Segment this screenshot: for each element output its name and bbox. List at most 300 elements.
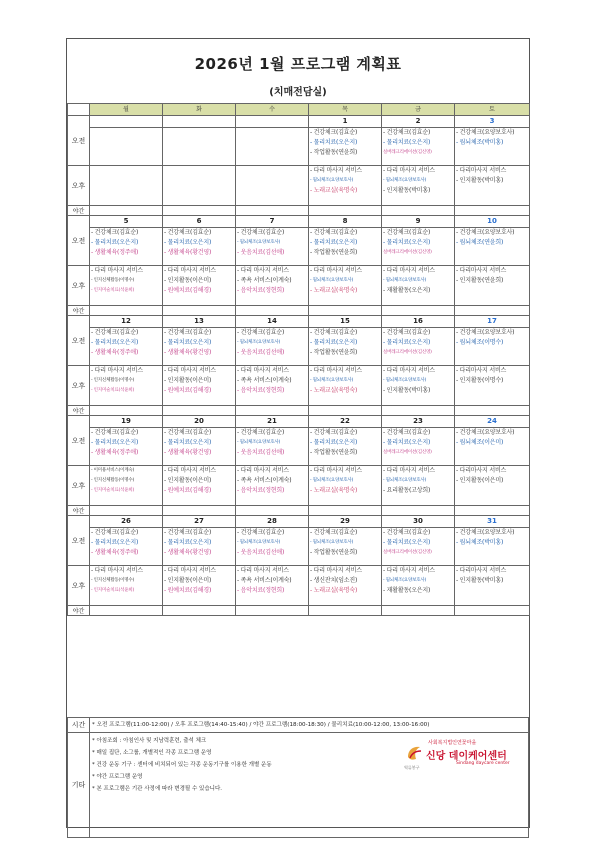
program-cell xyxy=(236,466,309,506)
day-header-4: 금 xyxy=(382,104,455,116)
program-slot xyxy=(309,428,381,465)
program-item: - 건강체크(김효순) xyxy=(164,329,212,336)
program-slot xyxy=(455,366,529,405)
program-item: - 웜뇌체조(요양보호사) xyxy=(310,278,354,283)
calendar-table xyxy=(67,103,530,616)
program-cell xyxy=(90,366,163,406)
date-cell: 8 xyxy=(309,216,382,228)
slot-row-pm xyxy=(68,566,530,606)
program-item: - 다리 마사지 서비스 xyxy=(237,567,289,574)
date-row xyxy=(68,516,530,528)
program-item: 실버레크리에이션(김신영) xyxy=(383,350,432,355)
program-cell xyxy=(309,128,382,166)
program-item: - 물리치료(오은지) xyxy=(383,339,431,346)
program-item: - 다리 마사지 서비스 xyxy=(237,467,289,474)
slot-row-am xyxy=(68,228,530,266)
program-item: - 재활활동(오은지) xyxy=(383,287,431,294)
program-slot xyxy=(455,266,529,305)
program-item: - 노래교실(육명숙) xyxy=(310,587,358,594)
slot-label-pm: 오후 xyxy=(68,566,90,606)
program-item: - 생활체육(황건영) xyxy=(164,249,212,256)
program-slot xyxy=(382,428,454,465)
program-item: - 다리 마사지 서비스 xyxy=(383,567,435,574)
etc-label: 기타 xyxy=(68,733,90,838)
slot-label-pm: 오후 xyxy=(68,266,90,306)
program-slot xyxy=(163,128,235,165)
program-item: - 인지활동(이은미) xyxy=(164,277,212,284)
date-cell: 3 xyxy=(455,116,530,128)
program-cell xyxy=(163,228,236,266)
night-cell xyxy=(455,506,530,516)
day-header-3: 목 xyxy=(309,104,382,116)
program-item: - 다리 마사지 서비스 xyxy=(164,267,216,274)
program-slot xyxy=(90,266,162,305)
night-cell xyxy=(90,506,163,516)
program-cell xyxy=(90,128,163,166)
program-item: - 웜뇌체조(요양보호사) xyxy=(383,578,427,583)
program-slot xyxy=(90,528,162,565)
program-item: - 웜뇌체조(요양보호사) xyxy=(237,240,281,245)
night-cell xyxy=(236,206,309,216)
program-slot xyxy=(163,366,235,405)
program-cell xyxy=(309,166,382,206)
program-slot xyxy=(382,328,454,365)
note-item: * 매일 집단, 소그룹, 개별적인 각종 프로그램 운영 xyxy=(92,750,212,756)
program-slot xyxy=(163,266,235,305)
program-slot xyxy=(90,466,162,505)
program-item: - 웜뇌체조(요양보호사) xyxy=(383,378,427,383)
program-cell xyxy=(455,428,530,466)
program-cell xyxy=(382,228,455,266)
program-slot xyxy=(455,166,529,205)
program-cell xyxy=(382,128,455,166)
date-cell: 10 xyxy=(455,216,530,228)
program-item: - 건강체크(요양보호사) xyxy=(456,429,515,436)
program-cell xyxy=(163,566,236,606)
day-header-0: 월 xyxy=(90,104,163,116)
program-cell xyxy=(382,166,455,206)
program-item: - 인지신체활동(이명수) xyxy=(91,278,135,283)
program-item: - 건강체크(김효순) xyxy=(91,529,139,536)
program-item: - 다리 마사지 서비스 xyxy=(237,267,289,274)
program-slot xyxy=(382,228,454,265)
program-item: - 웜뇌체조(박미홍) xyxy=(456,139,504,146)
program-item: - 작업활동(연윤희) xyxy=(310,549,358,556)
program-item: - 건강체크(김효순) xyxy=(91,329,139,336)
program-item: - 생활체육(황건영) xyxy=(164,549,212,556)
slot-row-pm xyxy=(68,266,530,306)
slot-row-night xyxy=(68,306,530,316)
slot-row-am xyxy=(68,428,530,466)
program-item: - 건강체크(요양보호사) xyxy=(456,129,515,136)
program-item: - 건강체크(김효순) xyxy=(237,429,285,436)
program-slot xyxy=(236,428,308,465)
program-slot xyxy=(163,466,235,505)
program-item: - 건강체크(요양보호사) xyxy=(456,329,515,336)
program-item: - 인지신체활동(이명수) xyxy=(91,378,135,383)
program-cell xyxy=(90,328,163,366)
program-cell xyxy=(309,228,382,266)
program-item: - 웜뇌체조(박미홍) xyxy=(456,539,504,546)
night-cell xyxy=(90,206,163,216)
date-cell: 31 xyxy=(455,516,530,528)
date-cell: 14 xyxy=(236,316,309,328)
page-subtitle: (치매전담실) xyxy=(269,87,327,98)
program-item: - 물리치료(오은지) xyxy=(91,339,139,346)
program-slot xyxy=(309,128,381,165)
program-cell xyxy=(163,428,236,466)
program-item: - 요리활동(고상희) xyxy=(383,487,431,494)
program-item: 실버레크리에이션(김신영) xyxy=(383,550,432,555)
program-slot xyxy=(382,466,454,505)
slot-row-night xyxy=(68,506,530,516)
night-cell xyxy=(455,406,530,416)
program-slot xyxy=(236,528,308,565)
program-cell xyxy=(90,166,163,206)
date-cell: 17 xyxy=(455,316,530,328)
program-slot xyxy=(236,166,308,205)
program-item: - 노래교실(육명숙) xyxy=(310,487,358,494)
program-item: - 생활체육(황건영) xyxy=(164,349,212,356)
program-slot xyxy=(90,228,162,265)
date-cell: 16 xyxy=(382,316,455,328)
program-item: - 다리 마사지 서비스 xyxy=(310,367,362,374)
night-cell xyxy=(309,406,382,416)
program-item: - 물리치료(오은지) xyxy=(164,339,212,346)
program-item: - 생활체육(정주애) xyxy=(91,249,139,256)
date-cell: 28 xyxy=(236,516,309,528)
date-cell: 12 xyxy=(90,316,163,328)
program-item: - 다리 마사지 서비스 xyxy=(310,467,362,474)
note-item: * 본 프로그램은 기관 사정에 따라 변경될 수 있습니다. xyxy=(92,786,223,792)
program-item: 실버레크리에이션(김신영) xyxy=(383,450,432,455)
program-item: - 생활체육(황건영) xyxy=(164,449,212,456)
program-item: - 건강체크(김효순) xyxy=(237,529,285,536)
header-corner xyxy=(68,104,90,116)
program-cell xyxy=(382,428,455,466)
program-item: - 다리마사지 서비스 xyxy=(456,367,507,374)
program-cell xyxy=(382,328,455,366)
program-cell xyxy=(90,428,163,466)
program-item: - 노래교실(육명숙) xyxy=(310,387,358,394)
night-cell xyxy=(163,406,236,416)
program-item: - 웜뇌체조(요양보호사) xyxy=(237,340,281,345)
program-item: - 물리치료(오은지) xyxy=(310,239,358,246)
night-cell xyxy=(163,206,236,216)
date-cell: 15 xyxy=(309,316,382,328)
logo-english: Sindang daycare center xyxy=(456,761,510,766)
night-cell xyxy=(90,606,163,616)
program-item: - 웜뇌체조(요양보호사) xyxy=(310,178,354,183)
program-cell xyxy=(455,466,530,506)
program-cell xyxy=(309,428,382,466)
program-item: - 웃음치료(김선애) xyxy=(237,349,285,356)
logo-name: 신당 데이케어센터 xyxy=(426,751,507,762)
slot-row-pm xyxy=(68,466,530,506)
program-item: - 다리 마사지 서비스 xyxy=(310,267,362,274)
program-item: - 물리치료(오은지) xyxy=(164,539,212,546)
program-item: - 인지활동(이명수) xyxy=(456,377,504,384)
program-slot xyxy=(236,466,308,505)
night-cell xyxy=(236,506,309,516)
program-item: - 다리마사지 서비스 xyxy=(456,467,507,474)
program-cell xyxy=(455,128,530,166)
program-item: - 음악치료(정현희) xyxy=(237,387,285,394)
date-cell: 5 xyxy=(90,216,163,228)
day-header-2: 수 xyxy=(236,104,309,116)
night-cell xyxy=(163,506,236,516)
program-item: - 원예치료(김해경) xyxy=(164,387,212,394)
program-slot xyxy=(382,266,454,305)
date-cell: 22 xyxy=(309,416,382,428)
program-item: - 물리치료(오은지) xyxy=(164,239,212,246)
program-slot xyxy=(236,128,308,165)
program-slot xyxy=(309,528,381,565)
date-cell: 20 xyxy=(163,416,236,428)
program-cell xyxy=(455,166,530,206)
program-slot xyxy=(309,266,381,305)
program-item: - 다리 마사지 서비스 xyxy=(383,267,435,274)
program-item: - 작업활동(연윤희) xyxy=(310,149,358,156)
program-cell xyxy=(309,566,382,606)
program-slot xyxy=(163,328,235,365)
date-cell: 21 xyxy=(236,416,309,428)
logo-org: 사회복지법인연꽃마을 xyxy=(428,740,477,746)
program-item: - 건강체크(김효순) xyxy=(237,229,285,236)
program-cell xyxy=(455,266,530,306)
program-cell xyxy=(236,428,309,466)
program-cell xyxy=(309,328,382,366)
date-cell: 30 xyxy=(382,516,455,528)
program-item: - 원예치료(김해경) xyxy=(164,587,212,594)
slot-row-pm xyxy=(68,166,530,206)
program-item: - 웃음치료(김선애) xyxy=(237,249,285,256)
program-item: - 원예치료(김해경) xyxy=(164,487,212,494)
date-cell: 26 xyxy=(90,516,163,528)
program-item: - 인지신체활동(이명수) xyxy=(91,578,135,583)
logo-mark-icon xyxy=(404,743,424,763)
program-slot xyxy=(90,166,162,205)
night-cell xyxy=(236,306,309,316)
program-item: - 물리치료(오은지) xyxy=(383,439,431,446)
program-item: - 건강체크(김효순) xyxy=(310,129,358,136)
date-row xyxy=(68,116,530,128)
date-cell: 9 xyxy=(382,216,455,228)
program-item: - 물리치료(오은지) xyxy=(383,239,431,246)
program-slot xyxy=(236,366,308,405)
program-item: - 물리치료(오은지) xyxy=(91,539,139,546)
program-item: - 다리 마사지 서비스 xyxy=(383,467,435,474)
night-cell xyxy=(236,606,309,616)
logo-location: 역류봉구 xyxy=(404,765,420,770)
program-item: - 인지미술치료(석윤희) xyxy=(91,288,135,293)
notes-cell xyxy=(90,733,529,838)
program-item: - 웜뇌체조(요양보호사) xyxy=(237,440,281,445)
program-item: - 건강체크(김효순) xyxy=(310,529,358,536)
slot-row-night xyxy=(68,406,530,416)
program-item: - 건강체크(김효순) xyxy=(164,529,212,536)
program-slot xyxy=(163,428,235,465)
program-slot xyxy=(382,166,454,205)
program-item: - 건강체크(김효순) xyxy=(383,429,431,436)
program-cell xyxy=(382,528,455,566)
program-slot xyxy=(382,366,454,405)
program-item: - 물리치료(오은지) xyxy=(383,139,431,146)
program-item: - 다리 마사지 서비스 xyxy=(237,367,289,374)
footer-table xyxy=(67,717,529,838)
program-item: - 건강체크(김효순) xyxy=(310,329,358,336)
program-slot xyxy=(163,528,235,565)
night-cell xyxy=(455,206,530,216)
program-cell xyxy=(90,528,163,566)
program-item: - 건강체크(김효순) xyxy=(237,329,285,336)
program-cell xyxy=(163,166,236,206)
program-item: - 웜뇌체조(요양보호사) xyxy=(383,178,427,183)
program-item: - 웃음치료(김선애) xyxy=(237,549,285,556)
slot-label-am: 오전 xyxy=(68,516,90,566)
program-cell xyxy=(455,328,530,366)
program-item: - 건강체크(김효순) xyxy=(91,429,139,436)
program-cell xyxy=(455,366,530,406)
program-cell xyxy=(163,328,236,366)
program-item: - 인지활동(박미홍) xyxy=(456,577,504,584)
date-cell: 2 xyxy=(382,116,455,128)
program-item: - 건강체크(김효순) xyxy=(383,529,431,536)
program-cell xyxy=(163,366,236,406)
program-item: - 웜뇌체조(요양보호사) xyxy=(383,478,427,483)
program-cell xyxy=(90,228,163,266)
night-cell xyxy=(309,606,382,616)
program-item: - 이미용서비스(이계숙) xyxy=(91,468,135,473)
slot-label-night: 야간 xyxy=(68,606,90,616)
time-text: * 오전 프로그램(11:00-12:00) / 오후 프로그램(14:40-15:40) / 야간 프로그램(18:00-18:30) / 물리치료(10:00-12:00, 13:00-16:00) xyxy=(90,718,529,733)
program-slot xyxy=(455,466,529,505)
program-item: - 다리 마사지 서비스 xyxy=(310,167,362,174)
night-cell xyxy=(309,306,382,316)
day-header-5: 토 xyxy=(455,104,530,116)
program-item: - 웜뇌체조(요양보호사) xyxy=(310,378,354,383)
program-cell xyxy=(382,566,455,606)
date-row xyxy=(68,216,530,228)
program-slot xyxy=(455,328,529,365)
program-slot xyxy=(382,566,454,605)
program-cell xyxy=(236,366,309,406)
date-cell xyxy=(90,116,163,128)
slot-label-night: 야간 xyxy=(68,306,90,316)
slot-label-pm: 오후 xyxy=(68,166,90,206)
day-header-row xyxy=(68,104,530,116)
program-item: - 생활체육(정주애) xyxy=(91,449,139,456)
program-item: - 다리 마사지 서비스 xyxy=(91,267,143,274)
night-cell xyxy=(90,406,163,416)
program-item: - 물리치료(오은지) xyxy=(383,539,431,546)
program-slot xyxy=(90,566,162,605)
program-item: - 작업활동(연윤희) xyxy=(310,349,358,356)
program-item: - 인지미술치료(석윤희) xyxy=(91,488,135,493)
program-item: - 건강체크(김효순) xyxy=(383,129,431,136)
program-item: - 웜뇌체조(이은미) xyxy=(456,439,504,446)
night-cell xyxy=(382,306,455,316)
date-cell xyxy=(236,116,309,128)
program-item: - 다리마사지 서비스 xyxy=(456,567,507,574)
program-item: - 다리 마사지 서비스 xyxy=(310,567,362,574)
night-cell xyxy=(236,406,309,416)
program-slot xyxy=(309,566,381,605)
program-item: - 물리치료(오은지) xyxy=(310,439,358,446)
program-slot xyxy=(163,566,235,605)
day-header-1: 화 xyxy=(163,104,236,116)
program-slot xyxy=(90,428,162,465)
program-item: - 건강체크(요양보호사) xyxy=(456,229,515,236)
program-item: - 족욕 서비스(이계숙) xyxy=(237,377,292,384)
program-item: - 웜뇌체조(이명수) xyxy=(456,339,504,346)
program-item: - 웜뇌체조(요양보호사) xyxy=(237,540,281,545)
program-item: - 인지미술치료(석윤희) xyxy=(91,588,135,593)
program-cell xyxy=(90,266,163,306)
program-cell xyxy=(163,128,236,166)
program-item: - 인지활동(박미홍) xyxy=(383,387,431,394)
program-item: - 음악치료(정현희) xyxy=(237,487,285,494)
slot-row-am xyxy=(68,328,530,366)
slot-row-am xyxy=(68,128,530,166)
program-item: - 건강체크(김효순) xyxy=(164,229,212,236)
night-cell xyxy=(455,306,530,316)
program-slot xyxy=(236,266,308,305)
program-item: - 물리치료(오은지) xyxy=(310,339,358,346)
program-item: - 작업활동(연윤희) xyxy=(310,249,358,256)
program-item: - 족욕 서비스(이계숙) xyxy=(237,477,292,484)
program-slot xyxy=(309,166,381,205)
program-item: - 다리 마사지 서비스 xyxy=(383,367,435,374)
date-row xyxy=(68,416,530,428)
program-item: - 다리마사지 서비스 xyxy=(456,167,507,174)
program-slot xyxy=(455,528,529,565)
program-item: - 인지활동(이은미) xyxy=(456,477,504,484)
night-cell xyxy=(382,606,455,616)
program-slot xyxy=(236,228,308,265)
program-item: - 원예치료(김해경) xyxy=(164,287,212,294)
date-cell: 13 xyxy=(163,316,236,328)
night-cell xyxy=(382,206,455,216)
program-item: - 웜뇌체조(요양보호사) xyxy=(383,278,427,283)
program-slot xyxy=(382,528,454,565)
program-slot xyxy=(309,328,381,365)
program-item: - 생활체육(정주애) xyxy=(91,349,139,356)
program-item: - 물리치료(오은지) xyxy=(310,139,358,146)
slot-label-night: 야간 xyxy=(68,506,90,516)
date-cell: 27 xyxy=(163,516,236,528)
program-cell xyxy=(163,266,236,306)
center-logo xyxy=(402,737,522,777)
program-slot xyxy=(455,228,529,265)
program-item: - 건강체크(김효순) xyxy=(91,229,139,236)
program-item: - 인지활동(박미홍) xyxy=(456,177,504,184)
program-item: - 인지활동(박미홍) xyxy=(383,187,431,194)
night-cell xyxy=(90,306,163,316)
program-slot xyxy=(455,428,529,465)
program-cell xyxy=(455,528,530,566)
night-cell xyxy=(382,506,455,516)
program-item: - 노래교실(육명숙) xyxy=(310,187,358,194)
note-item: * 아침조회 : 아침인사 및 지남력훈련, 출석 체크 xyxy=(92,738,207,744)
program-item: - 건강체크(요양보호사) xyxy=(456,529,515,536)
slot-label-pm: 오후 xyxy=(68,366,90,406)
program-item: - 다리마사지 서비스 xyxy=(456,267,507,274)
program-item: - 생신잔치(임소진) xyxy=(310,577,358,584)
program-item: - 다리 마사지 서비스 xyxy=(164,367,216,374)
program-item: - 인지활동(연윤희) xyxy=(456,277,504,284)
program-slot xyxy=(309,228,381,265)
